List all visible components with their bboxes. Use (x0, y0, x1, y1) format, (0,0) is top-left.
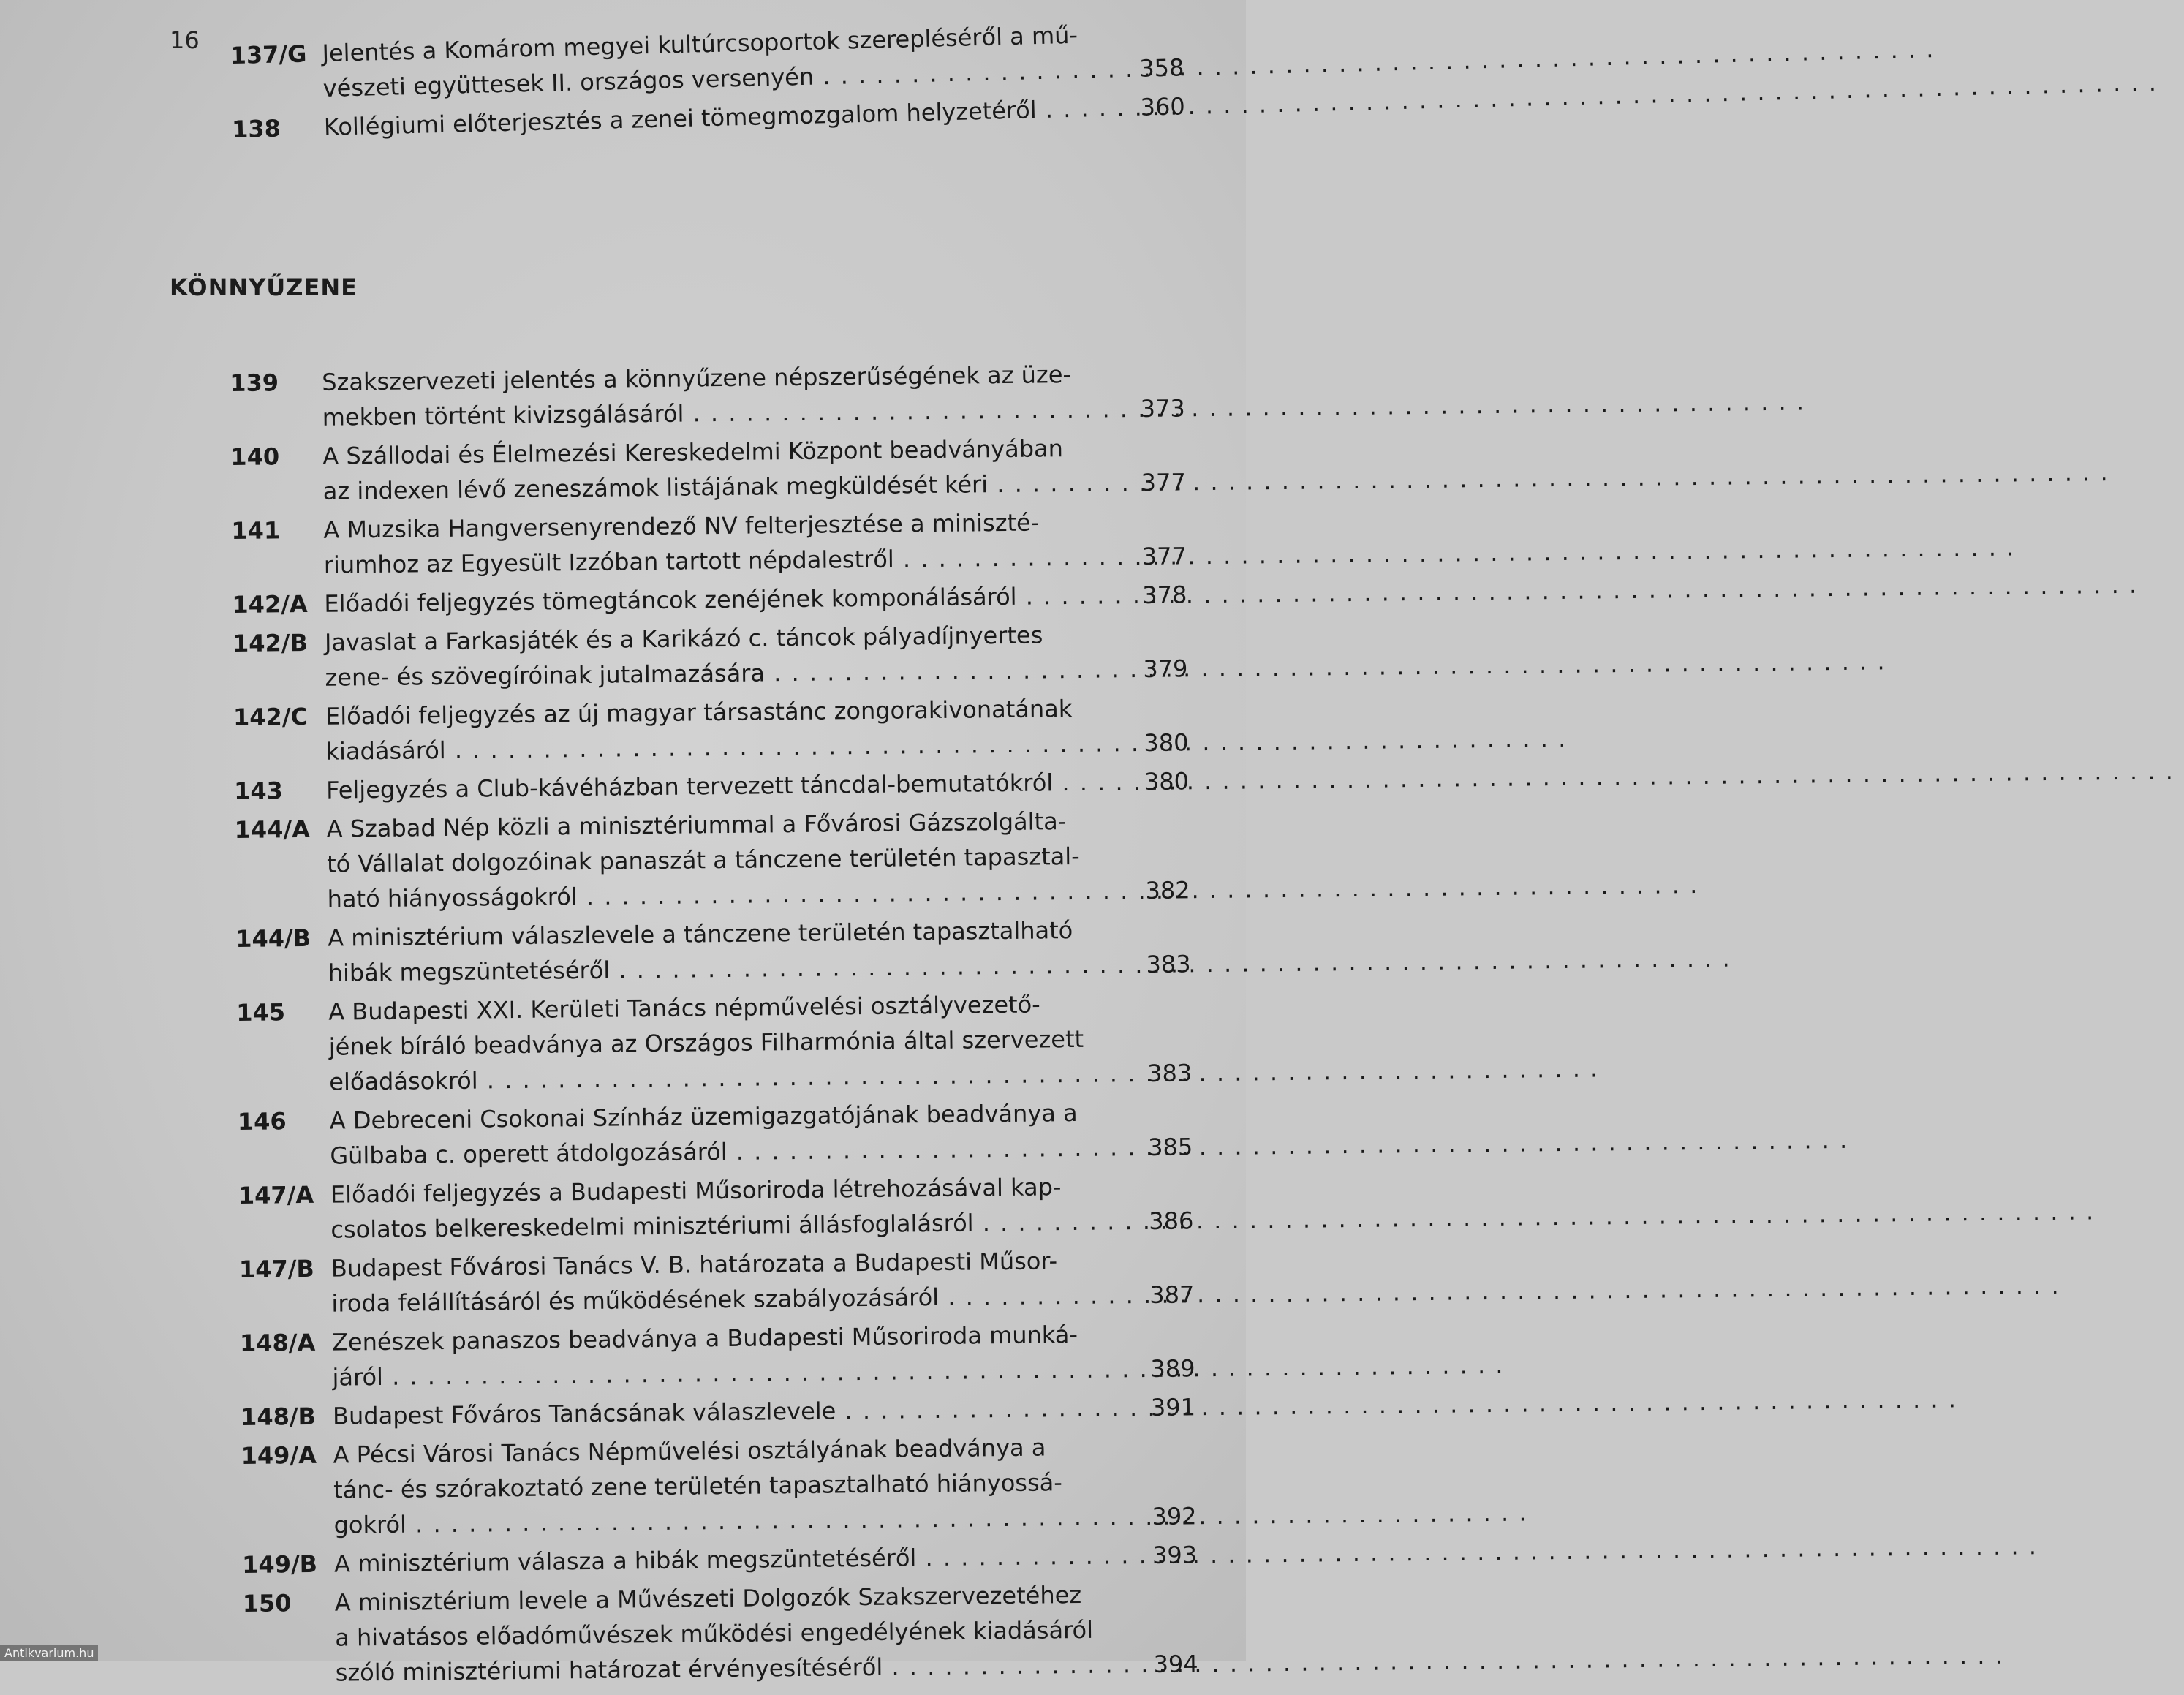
entry-title-line: Budapest Fővárosi Tanács V. B. határozata a Budapesti Műsor- (330, 1247, 1058, 1283)
entry-page-number: 394 (1153, 1650, 1198, 1678)
entry-title-line: A minisztérium válaszlevele a tánczene területén tapasztalható (328, 916, 1073, 952)
entry-page-number: 379 (1143, 654, 1188, 683)
entry-title-line: Szakszervezeti jelentés a könnyűzene népszerűségének az üze- (322, 360, 1072, 396)
entry-page-number: 392 (1152, 1502, 1197, 1530)
entry-number: 146 (237, 1107, 287, 1136)
entry-page-number: 377 (1141, 468, 1186, 497)
top-entries (230, 15, 1186, 151)
entry-title-line: A Debreceni Csokonai Színház üzemigazgatójának beadványa a (329, 1098, 1078, 1135)
entry-page-number: 377 (1141, 542, 1187, 570)
toc-entry (234, 802, 1190, 918)
entry-title-line: Gülbaba c. operett átdolgozásáról . . . (330, 1130, 1068, 1174)
entry-title (323, 505, 1062, 583)
entry-number: 142/C (233, 702, 309, 732)
entry-title-line: hibák megszüntetéséről . . . (328, 948, 1066, 991)
toc-entry (242, 1576, 1198, 1691)
entry-title-line: Feljegyzés a Club-kávéházban tervezett táncdal-bemutatókról . . . (326, 765, 1065, 808)
toc-entry (230, 355, 1185, 436)
entry-number: 150 (242, 1589, 292, 1617)
entry-title-line: csolatos belkereskedelmi minisztériumi állásfoglalásról . . . (330, 1204, 1069, 1247)
entry-number: 145 (236, 998, 286, 1027)
entry-title-line: jének bíráló beadványa az Országos Filharmónia által szervezett (328, 1024, 1084, 1061)
entry-number: 137/G (230, 39, 307, 70)
entry-page-number: 360 (1140, 92, 1186, 121)
entry-page-number: 380 (1144, 767, 1190, 796)
entry-title-line: A minisztérium levele a Művészeti Dolgozók Szakszervezetéhez (334, 1580, 1082, 1617)
entry-title-line: riumhoz az Egyesült Izzóban tartott népdalestről . . . (324, 540, 1062, 583)
entry-title-line: A minisztérium válasza a hibák megszüntetéséről . . . (334, 1539, 1073, 1582)
entry-title (333, 1430, 1072, 1543)
entry-title-line: Budapest Főváros Tanácsának válaszlevele . . . (333, 1391, 1071, 1434)
toc-entry (241, 1537, 1198, 1582)
toc-entry (232, 577, 1187, 622)
entry-title (325, 691, 1073, 769)
entry-title-line: Zenészek panaszos beadványa a Budapesti Műsoriroda munká- (331, 1320, 1078, 1356)
toc-entry (238, 1168, 1194, 1248)
entry-page-number: 386 (1149, 1207, 1194, 1235)
entry-title (326, 804, 1080, 917)
toc-entries (230, 355, 1198, 1695)
entry-title-line: A Pécsi Városi Tanács Népművelési osztályának beadványa a (333, 1433, 1046, 1469)
entry-page-number: 385 (1147, 1133, 1193, 1161)
entry-title-line: az indexen lévő zeneszámok listájának megküldését kéri . . . (323, 466, 1062, 509)
entry-title-line: ható hiányosságokról . . . (327, 874, 1065, 917)
toc-entry (232, 616, 1188, 696)
entry-title-line: gokról . . . (333, 1500, 1072, 1543)
entry-title (330, 1169, 1070, 1247)
entry-title-line: Előadói feljegyzés tömegtáncok zenéjének komponálásáról . . . (324, 578, 1062, 622)
entry-page-number: 393 (1152, 1541, 1198, 1569)
entry-number: 149/B (241, 1549, 318, 1579)
entry-page-number: 378 (1142, 581, 1187, 609)
entry-title-line: A Budapesti XXI. Kerületi Tanács népművelési osztályvezető- (328, 990, 1040, 1026)
entry-title (322, 431, 1062, 509)
toc-entry (233, 690, 1189, 770)
entry-number: 144/A (234, 815, 311, 845)
entry-title (328, 913, 1073, 991)
entry-title-line: A Szabad Nép közli a minisztériummal a Fővárosi Gázszolgálta- (326, 807, 1067, 843)
entry-page-number: 380 (1144, 728, 1189, 757)
entry-title-line: kiadásáról . . . (325, 726, 1064, 769)
toc-entry (243, 1428, 1196, 1544)
entry-title (331, 1317, 1078, 1395)
entry-title-line: Előadói feljegyzés a Budapesti Műsoriroda létrehozásával kap- (330, 1173, 1062, 1209)
toc-entry (230, 429, 1186, 510)
entry-title-line: Jelentés a Komárom megyei kultúrcsoportok szerepléséről a mű- (322, 20, 1078, 68)
entry-title-line: mekben történt kivizsgálásáról . . . (322, 392, 1060, 435)
entry-title (331, 1243, 1070, 1321)
toc-entry (233, 763, 1190, 809)
section-heading: KÖNNYŰZENE (170, 273, 358, 301)
page-number: 16 (170, 26, 200, 54)
entry-page-number: 382 (1145, 876, 1190, 905)
toc-entry (235, 911, 1191, 992)
entry-title-line: tánc- és szórakoztató zene területén tapasztalható hiányossá- (333, 1468, 1062, 1504)
entry-title (329, 1095, 1078, 1174)
entry-page-number: 373 (1140, 394, 1185, 423)
toc-entry (231, 503, 1187, 584)
entry-page-number: 387 (1149, 1280, 1195, 1309)
toc-entry (240, 1389, 1196, 1435)
entry-page-number: 383 (1146, 1059, 1193, 1087)
entry-number: 142/A (232, 589, 308, 619)
entry-title (322, 357, 1072, 435)
entry-number: 148/A (239, 1328, 316, 1357)
entry-title-line: járól . . . (332, 1352, 1070, 1395)
entry-title-line: előadásokról . . . (329, 1057, 1068, 1100)
entry-number: 142/B (232, 628, 309, 658)
toc-entry (236, 985, 1193, 1101)
entry-page-number: 389 (1150, 1354, 1195, 1383)
entry-title (322, 18, 1078, 106)
entry-number: 138 (231, 114, 281, 144)
entry-number: 148/B (240, 1402, 317, 1431)
entry-title (334, 1577, 1094, 1691)
toc-entry (237, 1094, 1193, 1174)
entry-page-number: 383 (1146, 950, 1191, 978)
entry-number: 147/A (238, 1180, 314, 1209)
entry-number: 149/A (241, 1441, 317, 1470)
entry-title-line: Kollégiumi előterjesztés a zenei tömegmozgalom helyzetéről . . . (323, 91, 1062, 145)
entry-number: 147/B (238, 1254, 315, 1283)
entry-title (328, 986, 1084, 1100)
toc-entry (238, 1242, 1195, 1322)
entry-title-line: zene- és szövegíróinak jutalmazására . . . (325, 652, 1063, 695)
watermark: Antikvarium.hu (0, 1645, 98, 1661)
entry-title-line: Előadói feljegyzés az új magyar társastánc zongorakivonatának (325, 695, 1073, 731)
entry-number: 139 (230, 369, 279, 398)
entry-title-line: Javaslat a Farkasjáték és a Karikázó c. táncok pályadíjnyertes (324, 621, 1043, 657)
entry-title-line: A Szállodai és Élelmezési Kereskedelmi Központ beadványában (322, 434, 1064, 470)
entry-number: 144/B (235, 924, 311, 953)
toc-entry (239, 1315, 1195, 1396)
entry-title-line: a hivatásos előadóművészek működési engedélyének kiadásáról (335, 1615, 1094, 1652)
entry-title-line: szóló minisztériumi határozat érvényesítéséről . . . (335, 1647, 1073, 1691)
entry-number: 141 (231, 516, 281, 546)
entry-title (324, 578, 1062, 622)
entry-title-line: tó Vállalat dolgozóinak panaszát a tánczene területén tapasztal- (326, 842, 1080, 878)
entry-title-line: A Muzsika Hangversenyrendező NV felterjesztése a miniszté- (323, 508, 1040, 544)
entry-page-number: 358 (1138, 53, 1184, 83)
entry-number: 140 (230, 442, 280, 472)
entry-title (333, 1391, 1071, 1434)
entry-title (326, 765, 1065, 808)
entry-title-line: vészeti együttesek II. országos versenyén . . . (322, 53, 1062, 106)
entry-title-line: iroda felállításáról és működésének szabályozásáról . . . (331, 1278, 1070, 1321)
entry-title (325, 617, 1064, 695)
entry-page-number: 391 (1150, 1393, 1196, 1422)
entry-title (334, 1539, 1073, 1582)
entry-number: 143 (233, 777, 284, 806)
